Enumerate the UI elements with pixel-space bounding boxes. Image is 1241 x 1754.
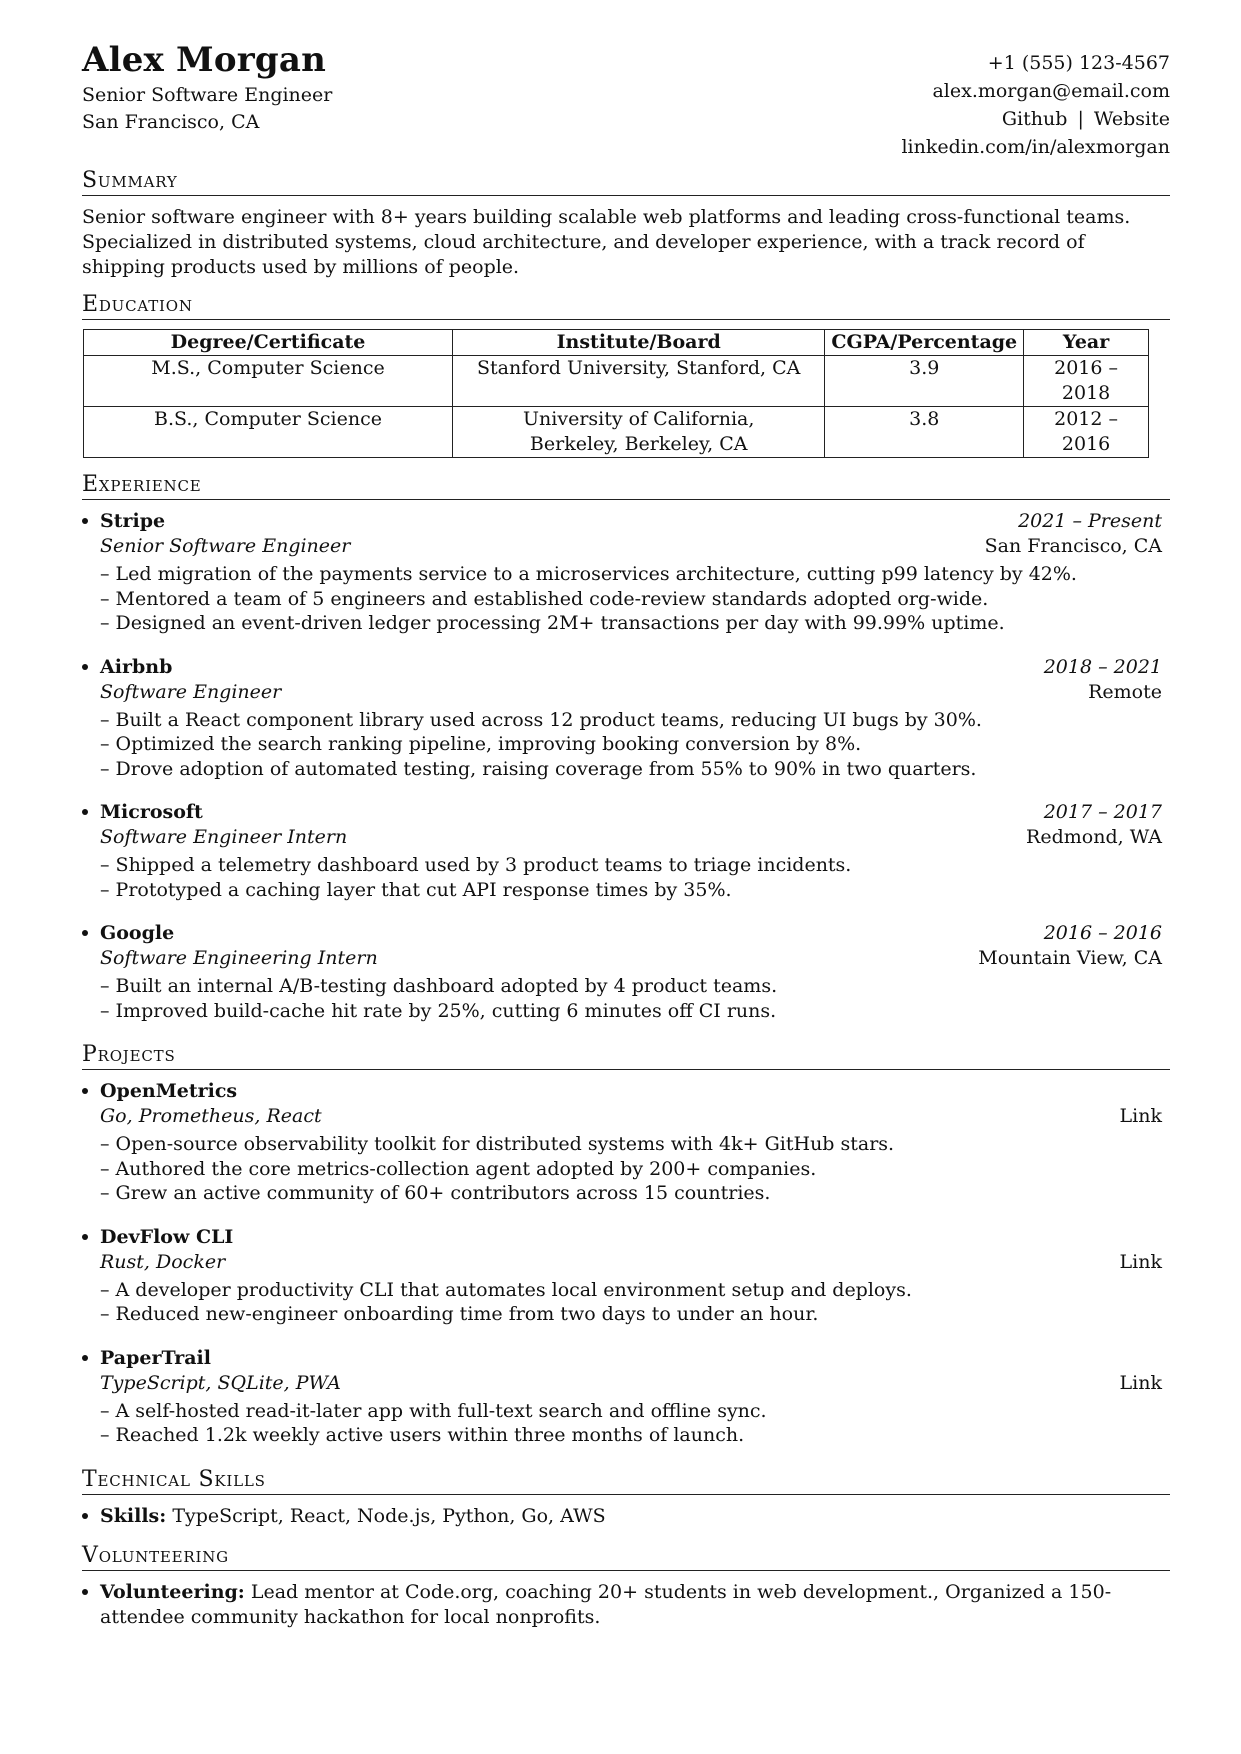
header-identity	[82, 38, 332, 136]
skills-line: Skills: TypeScript, React, Node.js, Python, Go, AWS	[82, 1504, 1170, 1529]
job-location: Redmond, WA	[1026, 826, 1162, 848]
education-header-row	[84, 330, 1149, 356]
education-heading: Education	[82, 292, 1170, 320]
bullet-icon	[82, 1355, 88, 1361]
list-item: – Drove adoption of automated testing, raising coverage from 55% to 90% in two quarters.	[100, 757, 1170, 782]
experience-heading: Experience	[82, 472, 1170, 500]
skills-label: Skills	[100, 1504, 160, 1527]
list-item: – Led migration of the payments service to a microservices architecture, cutting p99 latency by 42%.	[100, 562, 1170, 587]
project-link[interactable]: Link	[1119, 1371, 1162, 1394]
candidate-name: Alex Morgan	[82, 40, 326, 80]
project-stack: Go, Prometheus, React	[100, 1105, 322, 1127]
job-role: Software Engineer	[100, 680, 282, 703]
volunteering-heading: Volunteering	[82, 1543, 1170, 1571]
company-name: Microsoft	[100, 801, 203, 823]
table-row	[84, 356, 1149, 407]
bullet-icon	[82, 809, 88, 815]
project-stack: TypeScript, SQLite, PWA	[100, 1371, 341, 1394]
date-range: 2016 – 2016	[1043, 922, 1162, 944]
skills-heading: Technical Skills	[82, 1467, 1170, 1495]
year-cell: 2016 – 2018	[1024, 356, 1149, 407]
job-location: Mountain View, CA	[978, 947, 1162, 969]
column-header: CGPA/Percentage	[825, 330, 1024, 356]
list-item: – Grew an active community of 60+ contributors across 15 countries.	[100, 1181, 1170, 1206]
column-header: Institute/Board	[453, 330, 825, 356]
institute-cell: University of California, Berkeley, Berkeley, CA	[453, 407, 825, 458]
experience-entry	[82, 509, 1170, 636]
linkedin-link[interactable]: linkedin.com/in/alexmorgan	[901, 136, 1170, 158]
date-range: 2017 – 2017	[1043, 801, 1162, 823]
achievement-list	[82, 1132, 1170, 1206]
resume-header	[82, 38, 1170, 168]
bullet-icon	[82, 1589, 88, 1595]
email-link[interactable]: alex.morgan@email.com	[932, 80, 1170, 102]
degree-cell: M.S., Computer Science	[84, 356, 453, 407]
project-link[interactable]: Link	[1119, 1250, 1162, 1273]
experience-entry	[82, 800, 1170, 902]
job-role: Software Engineer Intern	[100, 826, 348, 848]
date-range: 2018 – 2021	[1043, 655, 1162, 678]
project-name: PaperTrail	[100, 1346, 211, 1369]
job-location: Remote	[1088, 680, 1162, 703]
company-name: Google	[100, 922, 175, 944]
achievement-list	[82, 708, 1170, 782]
achievement-list	[82, 974, 1170, 1023]
list-item: – Improved build-cache hit rate by 25%, cutting 6 minutes off CI runs.	[100, 999, 1170, 1024]
column-header: Year	[1024, 330, 1149, 356]
volunteering-text: Lead mentor at Code.org, coaching 20+ students in web development., Organized a 150-attendee community hackathon for local nonprofits.	[100, 1580, 1112, 1628]
job-role: Senior Software Engineer	[100, 535, 351, 557]
experience-entry	[82, 655, 1170, 782]
bullet-icon	[82, 1088, 88, 1094]
project-name: OpenMetrics	[100, 1080, 238, 1102]
list-item: – A developer productivity CLI that automates local environment setup and deploys.	[100, 1278, 1170, 1303]
project-entry	[82, 1225, 1170, 1327]
list-item: – Shipped a telemetry dashboard used by 3 product teams to triage incidents.	[100, 853, 1170, 878]
column-header: Degree/Certificate	[84, 330, 453, 356]
summary-heading: Summary	[82, 168, 1170, 196]
list-item: – A self-hosted read-it-later app with full-text search and offline sync.	[100, 1399, 1170, 1424]
website-link[interactable]: Website	[1093, 108, 1170, 130]
project-link[interactable]: Link	[1119, 1105, 1162, 1127]
date-range: 2021 – Present	[1018, 510, 1162, 532]
github-link[interactable]: Github	[1001, 108, 1068, 130]
degree-cell: B.S., Computer Science	[84, 407, 453, 458]
list-item: – Reduced new-engineer onboarding time from two days to under an hour.	[100, 1302, 1170, 1327]
institute-cell: Stanford University, Stanford, CA	[453, 356, 825, 407]
experience-entry	[82, 921, 1170, 1023]
list-item: – Reached 1.2k weekly active users within three months of launch.	[100, 1423, 1170, 1448]
company-name: Stripe	[100, 510, 166, 532]
list-item: – Built a React component library used across 12 product teams, reducing UI bugs by 30%.	[100, 708, 1170, 733]
list-item: – Open-source observability toolkit for distributed systems with 4k+ GitHub stars.	[100, 1132, 1170, 1157]
header-contact	[901, 38, 1170, 161]
achievement-list	[82, 853, 1170, 902]
education-table	[83, 329, 1149, 458]
phone-number: +1 (555) 123-4567	[987, 52, 1170, 74]
year-cell: 2012 – 2016	[1024, 407, 1149, 458]
list-item: – Designed an event-driven ledger processing 2M+ transactions per day with 99.99% uptime.	[100, 611, 1170, 636]
bullet-icon	[82, 1513, 88, 1519]
volunteering-label: Volunteering	[100, 1580, 238, 1603]
projects-heading: Projects	[82, 1042, 1170, 1070]
list-item: – Built an internal A/B-testing dashboard adopted by 4 product teams.	[100, 974, 1170, 999]
achievement-list	[82, 562, 1170, 636]
resume-page	[82, 38, 1170, 1644]
job-location: San Francisco, CA	[984, 535, 1162, 557]
bullet-icon	[82, 1234, 88, 1240]
achievement-list	[82, 1278, 1170, 1327]
list-item: – Authored the core metrics-collection agent adopted by 200+ companies.	[100, 1157, 1170, 1182]
list-item: – Optimized the search ranking pipeline, improving booking conversion by 8%.	[100, 732, 1170, 757]
achievement-list	[82, 1399, 1170, 1448]
candidate-title: Senior Software Engineer	[82, 84, 333, 106]
project-entry	[82, 1079, 1170, 1206]
candidate-location: San Francisco, CA	[82, 111, 260, 133]
project-stack: Rust, Docker	[100, 1250, 226, 1273]
cgpa-cell: 3.8	[825, 407, 1024, 458]
table-row	[84, 407, 1149, 458]
bullet-icon	[82, 518, 88, 524]
profile-links	[901, 105, 1170, 133]
summary-text: Senior software engineer with 8+ years building scalable web platforms and leading cross-functional teams. Specialized in distributed systems, cloud architecture, and developer experience, with a track record of shipping products used by millions of people.	[82, 206, 1131, 278]
company-name: Airbnb	[100, 655, 173, 678]
job-role: Software Engineering Intern	[100, 947, 378, 969]
skills-text: TypeScript, React, Node.js, Python, Go, AWS	[172, 1504, 606, 1527]
project-name: DevFlow CLI	[100, 1225, 234, 1248]
list-item: – Mentored a team of 5 engineers and established code-review standards adopted org-wide.	[100, 587, 1170, 612]
volunteering-line: Volunteering: Lead mentor at Code.org, coaching 20+ students in web development., Organized a 150-attendee community hackathon for local nonprofits.	[82, 1580, 1170, 1630]
cgpa-cell: 3.9	[825, 356, 1024, 407]
list-item: – Prototyped a caching layer that cut API response times by 35%.	[100, 878, 1170, 903]
bullet-icon	[82, 664, 88, 670]
project-entry	[82, 1346, 1170, 1448]
link-separator: |	[1077, 108, 1084, 130]
bullet-icon	[82, 930, 88, 936]
